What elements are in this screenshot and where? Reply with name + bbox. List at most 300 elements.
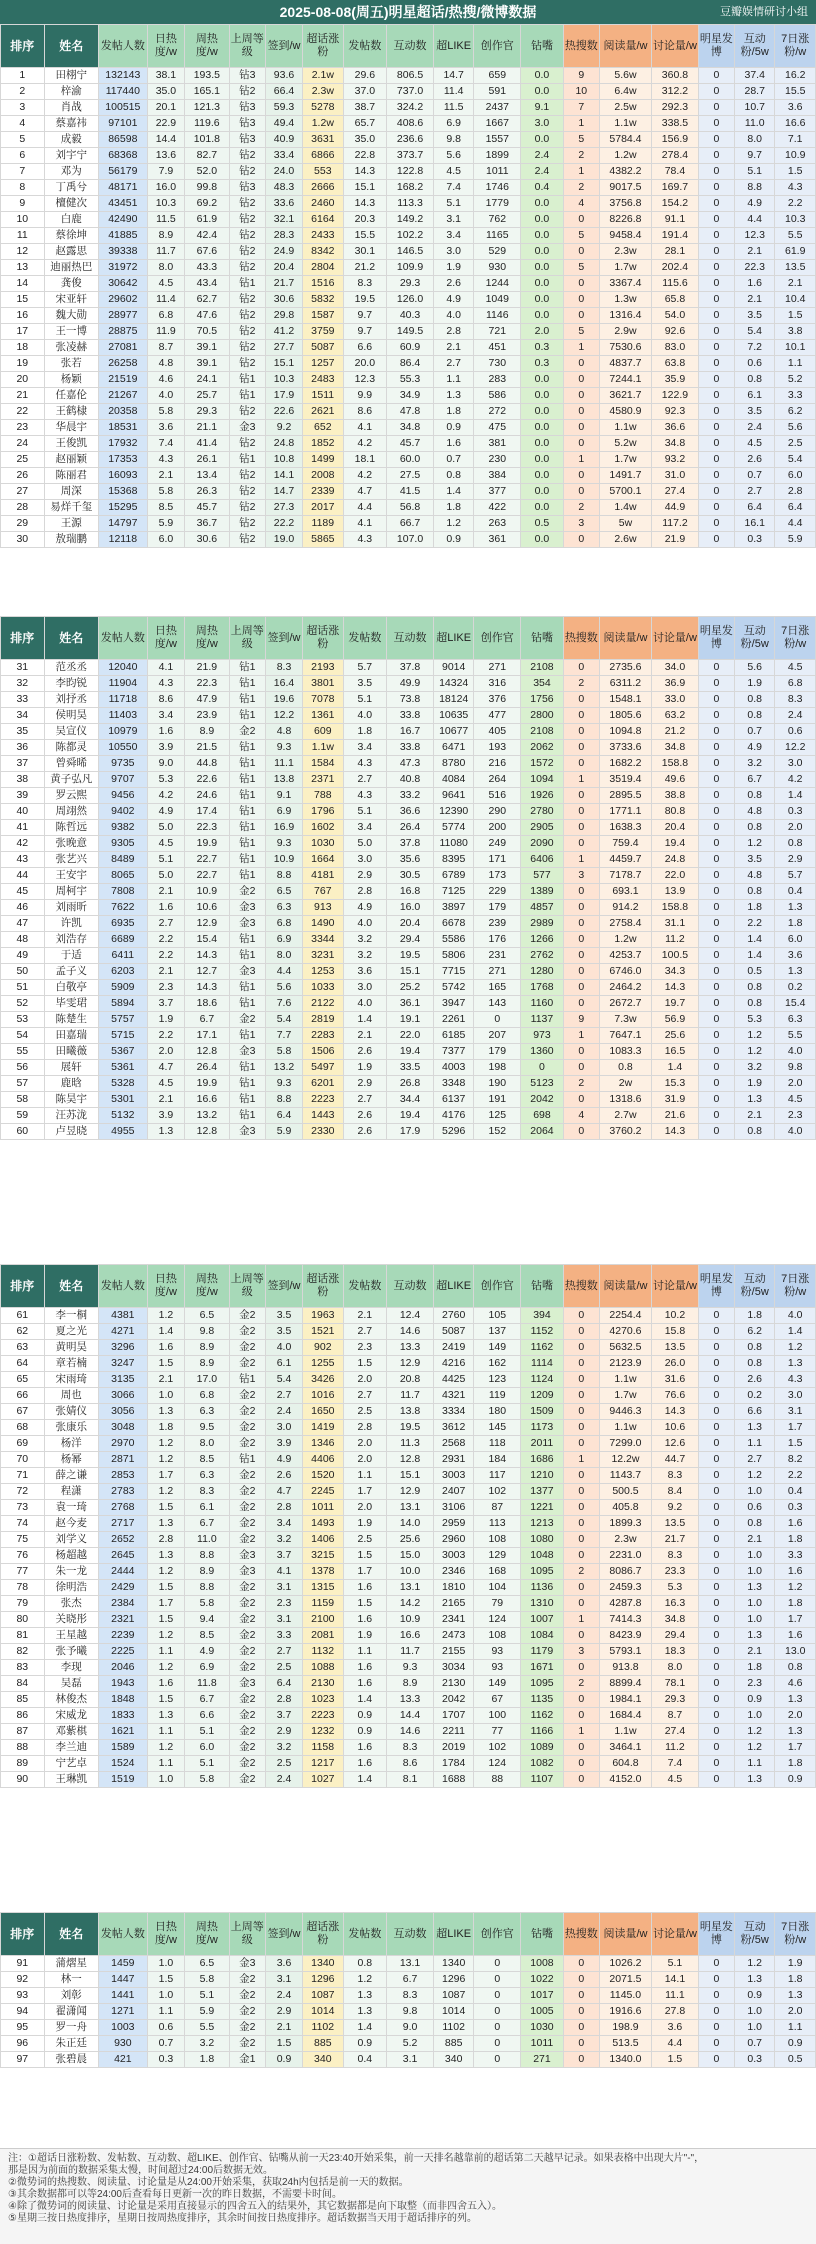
column-header: 周热度/w (185, 1265, 230, 1308)
table-cell: 5586 (433, 932, 473, 948)
table-cell: 7299.0 (599, 1436, 651, 1452)
table-cell: 16.8 (387, 884, 434, 900)
table-cell: 1162 (521, 1708, 564, 1724)
table-cell: 2.1 (775, 276, 816, 292)
table-cell: 1.0 (735, 1548, 775, 1564)
table-cell: 3.7 (147, 996, 184, 1012)
table-cell: 33 (1, 692, 45, 708)
column-header: 周热度/w (185, 25, 230, 68)
table-cell: 361 (474, 532, 521, 548)
column-header: 明星发博 (698, 1913, 734, 1956)
table-cell: 1026.2 (599, 1956, 651, 1972)
table-cell: 115.6 (652, 276, 699, 292)
table-cell: 蔡徐坤 (44, 228, 98, 244)
table-cell: 1.1w (599, 1724, 651, 1740)
table-cell: 2568 (433, 1436, 473, 1452)
table-row (1, 1956, 816, 1972)
table-cell: 钻1 (229, 740, 265, 756)
table-cell: 0 (698, 836, 734, 852)
table-cell: 0.8 (735, 1516, 775, 1532)
table-cell: 2108 (521, 660, 564, 676)
table-cell: 4152.0 (599, 1772, 651, 1788)
table-cell: 4.7 (343, 484, 387, 500)
table-cell: 14.7 (433, 68, 473, 84)
table-cell: 11.1 (652, 1988, 699, 2004)
table-cell: 36.1 (387, 996, 434, 1012)
table-cell: 9.3 (265, 836, 302, 852)
table-cell: 2.6 (343, 1044, 387, 1060)
table-cell: 1771.1 (599, 804, 651, 820)
table-cell: 8.9 (185, 1340, 230, 1356)
table-cell: 7078 (303, 692, 343, 708)
table-cell: 0 (698, 1468, 734, 1484)
table-cell: 767 (303, 884, 343, 900)
table-cell: 蒲熠星 (44, 1956, 98, 1972)
table-cell: 2.1 (735, 292, 775, 308)
table-cell: 9 (563, 68, 599, 84)
table-cell: 88 (474, 1772, 521, 1788)
table-cell: 19.0 (265, 532, 302, 548)
table-cell: 0.9 (735, 1692, 775, 1708)
table-cell: 21.1 (185, 420, 230, 436)
table-cell: 杨洋 (44, 1436, 98, 1452)
table-cell: 659 (474, 68, 521, 84)
table-cell: 金2 (229, 1724, 265, 1740)
table-cell: 26.0 (652, 1356, 699, 1372)
table-cell: 421 (98, 2052, 147, 2068)
table-cell: 31.9 (652, 1092, 699, 1108)
table-cell: 金2 (229, 1660, 265, 1676)
table-cell: 1587 (303, 308, 343, 324)
table-cell: 0.7 (735, 724, 775, 740)
table-cell: 2 (563, 1676, 599, 1692)
table-cell: 1.8 (775, 1596, 816, 1612)
table-cell: 5.9 (147, 516, 184, 532)
table-cell: 9382 (98, 820, 147, 836)
table-cell: 25.6 (387, 1532, 434, 1548)
table-cell: 930 (98, 2036, 147, 2052)
table-cell: 0 (698, 1484, 734, 1500)
table-cell: 钻1 (229, 276, 265, 292)
table-cell: 0.8 (735, 996, 775, 1012)
table-cell: 0 (563, 388, 599, 404)
table-cell: 0 (563, 484, 599, 500)
table-cell: 2871 (98, 1452, 147, 1468)
table-cell: 12.2 (265, 708, 302, 724)
table-cell: 8395 (433, 852, 473, 868)
table-cell: 5497 (303, 1060, 343, 1076)
table-cell: 37.4 (735, 68, 775, 84)
table-cell: 3.0 (343, 980, 387, 996)
table-cell: 4270.6 (599, 1324, 651, 1340)
table-cell: 0.5 (521, 516, 564, 532)
table-cell: 17.9 (387, 1124, 434, 1140)
table-cell: 0.9 (735, 1988, 775, 2004)
table-cell: 6.5 (185, 1308, 230, 1324)
table-cell: 14.3 (185, 948, 230, 964)
table-cell: 7377 (433, 1044, 473, 1060)
table-cell: 89 (1, 1756, 45, 1772)
table-cell: 0 (698, 292, 734, 308)
table-cell: 58 (1, 1092, 45, 1108)
table-cell: 肖战 (44, 100, 98, 116)
table-cell: 5.1 (343, 804, 387, 820)
table-cell: 11.5 (147, 212, 184, 228)
table-cell: 123 (474, 1372, 521, 1388)
table-cell: 198.9 (599, 2020, 651, 2036)
table-cell: 1506 (303, 1044, 343, 1060)
table-cell: 24.1 (185, 372, 230, 388)
table-cell: 5.1 (147, 852, 184, 868)
table-cell: 13.3 (387, 1692, 434, 1708)
table-cell: 3897 (433, 900, 473, 916)
table-cell: 102 (474, 1484, 521, 1500)
table-cell: 63 (1, 1340, 45, 1356)
table-cell: 230 (474, 452, 521, 468)
table-cell: 金2 (229, 1988, 265, 2004)
table-cell: 0 (698, 964, 734, 980)
table-cell: 金2 (229, 1692, 265, 1708)
table-cell: 1.2 (147, 1308, 184, 1324)
table-cell: 4.2 (147, 788, 184, 804)
table-cell: 0 (698, 1076, 734, 1092)
table-cell: 1447 (98, 1972, 147, 1988)
table-cell: 1271 (98, 2004, 147, 2020)
table-cell: 1682.2 (599, 756, 651, 772)
table-cell: 0.0 (521, 468, 564, 484)
table-cell: 钻2 (229, 404, 265, 420)
table-cell: 19.6 (265, 692, 302, 708)
table-cell: 林一 (44, 1972, 98, 1988)
table-cell: 34.8 (652, 1612, 699, 1628)
table-cell: 0 (698, 1740, 734, 1756)
table-cell: 3106 (433, 1500, 473, 1516)
column-header: 创作官 (474, 1265, 521, 1308)
table-cell: 金2 (229, 724, 265, 740)
table-cell: 5.6 (265, 980, 302, 996)
table-cell: 金3 (229, 1956, 265, 1972)
table-cell: 钻3 (229, 116, 265, 132)
table-cell: 2.3 (735, 1676, 775, 1692)
table-cell: 10.3 (147, 196, 184, 212)
table-cell: 15.8 (652, 1324, 699, 1340)
table-cell: 4.0 (147, 388, 184, 404)
column-header: 发帖人数 (98, 1913, 147, 1956)
table-cell: 0 (563, 660, 599, 676)
table-cell: 黄子弘凡 (44, 772, 98, 788)
table-cell: 45 (1, 884, 45, 900)
table-cell: 7125 (433, 884, 473, 900)
table-cell: 35.6 (387, 852, 434, 868)
table-cell: 1.4 (343, 1692, 387, 1708)
table-cell: 钻2 (229, 84, 265, 100)
column-header: 创作官 (474, 25, 521, 68)
table-cell: 730 (474, 356, 521, 372)
table-cell: 15.1 (265, 356, 302, 372)
table-cell: 杨颖 (44, 372, 98, 388)
column-header: 钻嘴 (521, 25, 564, 68)
table-cell: 290 (474, 804, 521, 820)
table-cell: 1340.0 (599, 2052, 651, 2068)
table-cell: 金2 (229, 1340, 265, 1356)
table-cell: 0 (698, 1516, 734, 1532)
table-cell: 4181 (303, 868, 343, 884)
table-cell: 2.1 (735, 1108, 775, 1124)
table-cell: 3756.8 (599, 196, 651, 212)
table-cell: 1189 (303, 516, 343, 532)
table-cell: 168 (474, 1564, 521, 1580)
table-cell: 1671 (521, 1660, 564, 1676)
table-cell: 80.8 (652, 804, 699, 820)
table-cell: 1378 (303, 1564, 343, 1580)
table-cell: 1490 (303, 916, 343, 932)
table-cell: 9.8 (775, 1060, 816, 1076)
table-cell: 0 (698, 500, 734, 516)
table-cell: 0 (563, 932, 599, 948)
table-cell: 33.4 (265, 148, 302, 164)
table-cell: 1 (563, 1452, 599, 1468)
table-cell: 1.8 (147, 1420, 184, 1436)
table-cell: 1165 (474, 228, 521, 244)
column-header: 创作官 (474, 617, 521, 660)
table-cell: 1095 (521, 1564, 564, 1580)
table-cell: 1003 (98, 2020, 147, 2036)
table-cell: 0 (698, 980, 734, 996)
table-cell: 27 (1, 484, 45, 500)
table-cell: 9.2 (265, 420, 302, 436)
table-row (1, 1692, 816, 1708)
column-header: 热搜数 (563, 25, 599, 68)
ranking-table-3 (0, 1264, 816, 1788)
table-cell: 6.0 (185, 1740, 230, 1756)
table-cell: 8.0 (265, 948, 302, 964)
table-cell: 范丞丞 (44, 660, 98, 676)
table-cell: 0 (563, 1740, 599, 1756)
table-cell: 1005 (521, 2004, 564, 2020)
column-header: 发帖人数 (98, 1265, 147, 1308)
column-header: 超话涨粉 (303, 25, 343, 68)
table-cell: 1011 (303, 1500, 343, 1516)
table-cell: 1.3 (775, 964, 816, 980)
table-cell: 25.7 (185, 388, 230, 404)
table-cell: 李现 (44, 1660, 98, 1676)
table-cell: 37.0 (343, 84, 387, 100)
table-cell: 5087 (433, 1324, 473, 1340)
table-cell: 1159 (303, 1596, 343, 1612)
column-header: 周热度/w (185, 617, 230, 660)
table-cell: 0 (474, 1988, 521, 2004)
table-cell: 83.0 (652, 340, 699, 356)
table-cell: 2800 (521, 708, 564, 724)
table-cell: 5.7 (775, 868, 816, 884)
table-cell: 4.5 (652, 1772, 699, 1788)
table-cell: 任嘉伦 (44, 388, 98, 404)
table-cell: 117440 (98, 84, 147, 100)
table-cell: 3.4 (147, 708, 184, 724)
table-cell: 0 (698, 756, 734, 772)
table-cell: 8.6 (147, 692, 184, 708)
table-cell: 11.5 (433, 100, 473, 116)
table-cell: 3.2 (735, 1060, 775, 1076)
table-cell: 1.3 (775, 1988, 816, 2004)
table-cell: 46 (1, 900, 45, 916)
table-cell: 56.9 (652, 1012, 699, 1028)
table-row (1, 1484, 816, 1500)
table-cell: 1210 (521, 1468, 564, 1484)
table-cell: 2321 (98, 1612, 147, 1628)
table-cell: 2223 (303, 1092, 343, 1108)
table-cell: 26.3 (185, 484, 230, 500)
table-cell: 3.5 (735, 852, 775, 868)
table-cell: 0 (563, 900, 599, 916)
table-cell: 283 (474, 372, 521, 388)
table-cell: 李昀锐 (44, 676, 98, 692)
table-cell: 0 (698, 1692, 734, 1708)
table-cell: 0 (698, 852, 734, 868)
table-cell: 32 (1, 676, 45, 692)
table-cell: 1.2 (735, 836, 775, 852)
table-row (1, 1612, 816, 1628)
table-row (1, 1028, 816, 1044)
table-cell: 成毅 (44, 132, 98, 148)
table-cell: 31 (1, 660, 45, 676)
table-cell: 2.6 (343, 1124, 387, 1140)
table-cell: 63.8 (652, 356, 699, 372)
table-cell: 7244.1 (599, 372, 651, 388)
table-cell: 0 (474, 1012, 521, 1028)
table-cell: 田嘉瑞 (44, 1028, 98, 1044)
table-cell: 0 (563, 420, 599, 436)
table-cell: 4425 (433, 1372, 473, 1388)
table-cell: 5.6w (599, 68, 651, 84)
table-cell: 0 (563, 1420, 599, 1436)
table-cell: 12.6 (652, 1436, 699, 1452)
table-cell: 5 (563, 132, 599, 148)
table-cell: 4406 (303, 1452, 343, 1468)
table-cell: 4.1 (147, 660, 184, 676)
table-cell: 20.0 (343, 356, 387, 372)
table-cell: 2.4 (265, 1988, 302, 2004)
table-cell: 8.8 (265, 868, 302, 884)
table-cell: 1.2 (735, 1956, 775, 1972)
table-cell: 271 (474, 660, 521, 676)
table-cell: 2652 (98, 1532, 147, 1548)
table-cell: 6.9 (265, 804, 302, 820)
table-cell: 1.5 (147, 1356, 184, 1372)
column-header: 7日涨粉/w (775, 25, 816, 68)
table-cell: 5832 (303, 292, 343, 308)
table-cell: 1.8 (735, 1660, 775, 1676)
table-cell: 762 (474, 212, 521, 228)
table-cell: 0 (563, 2004, 599, 2020)
table-cell: 9.0 (387, 2020, 434, 2036)
table-cell: 1.4 (433, 484, 473, 500)
column-header: 讨论量/w (652, 1913, 699, 1956)
table-cell: 17932 (98, 436, 147, 452)
table-cell: 0 (563, 2020, 599, 2036)
table-cell: 1016 (303, 1388, 343, 1404)
table-cell: 2.9 (265, 2004, 302, 2020)
table-cell: 4.3 (343, 532, 387, 548)
table-cell: 10.9 (185, 884, 230, 900)
table-cell: 5.9 (185, 2004, 230, 2020)
table-cell: 0.8 (433, 468, 473, 484)
table-cell: 45.7 (185, 500, 230, 516)
table-cell: 43451 (98, 196, 147, 212)
table-cell: 4.0 (775, 1044, 816, 1060)
table-cell: 12.8 (387, 1452, 434, 1468)
table-cell: 5296 (433, 1124, 473, 1140)
table-cell: 华晨宇 (44, 420, 98, 436)
column-header: 上周等级 (229, 1265, 265, 1308)
table-cell: 许凯 (44, 916, 98, 932)
table-cell: 121.3 (185, 100, 230, 116)
table-cell: 1524 (98, 1756, 147, 1772)
table-cell: 35.9 (652, 372, 699, 388)
table-cell: 0 (474, 1972, 521, 1988)
table-cell: 21 (1, 388, 45, 404)
table-cell: 1.0 (735, 1484, 775, 1500)
table-cell: 2.4 (265, 1772, 302, 1788)
table-cell: 0.8 (735, 1340, 775, 1356)
table-cell: 1 (563, 772, 599, 788)
table-cell: 0 (474, 2020, 521, 2036)
table-cell: 钻1 (229, 452, 265, 468)
table-cell: 0 (698, 2020, 734, 2036)
table-cell: 0 (563, 1404, 599, 1420)
table-cell: 78.1 (652, 1676, 699, 1692)
table-cell: 1.7 (343, 1484, 387, 1500)
table-cell: 0 (698, 1028, 734, 1044)
table-cell: 61.9 (185, 212, 230, 228)
table-cell: 4.8 (147, 356, 184, 372)
table-cell: 7.9 (147, 164, 184, 180)
table-cell: 16.3 (652, 1596, 699, 1612)
table-row (1, 1404, 816, 1420)
table-cell: 30.6 (185, 532, 230, 548)
table-cell: 1.8 (775, 1532, 816, 1548)
table-cell: 27.4 (652, 1724, 699, 1740)
table-cell: 3.5 (265, 1324, 302, 1340)
table-cell: 1014 (303, 2004, 343, 2020)
table-cell: 3801 (303, 676, 343, 692)
table-cell: 43.3 (185, 260, 230, 276)
table-cell: 1.3 (775, 900, 816, 916)
table-cell: 913 (303, 900, 343, 916)
table-cell: 钻1 (229, 676, 265, 692)
table-cell: 29.8 (265, 308, 302, 324)
table-cell: 190 (474, 1076, 521, 1092)
table-cell: 1017 (521, 1988, 564, 2004)
table-cell: 1459 (98, 1956, 147, 1972)
table-cell: 652 (303, 420, 343, 436)
table-cell: 77 (474, 1724, 521, 1740)
table-cell: 0.8 (735, 1124, 775, 1140)
table-cell: 1143.7 (599, 1468, 651, 1484)
table-cell: 29.3 (652, 1692, 699, 1708)
table-cell: 8.0 (652, 1660, 699, 1676)
table-cell: 76.6 (652, 1388, 699, 1404)
table-cell: 0.3 (521, 356, 564, 372)
table-cell: 金2 (229, 1324, 265, 1340)
table-cell: 0.8 (775, 1660, 816, 1676)
table-cell: 67 (474, 1692, 521, 1708)
table-cell: 4.5 (147, 276, 184, 292)
table-cell: 5742 (433, 980, 473, 996)
table-cell: 158.8 (652, 900, 699, 916)
table-cell: 5 (563, 260, 599, 276)
table-cell: 83 (1, 1660, 45, 1676)
